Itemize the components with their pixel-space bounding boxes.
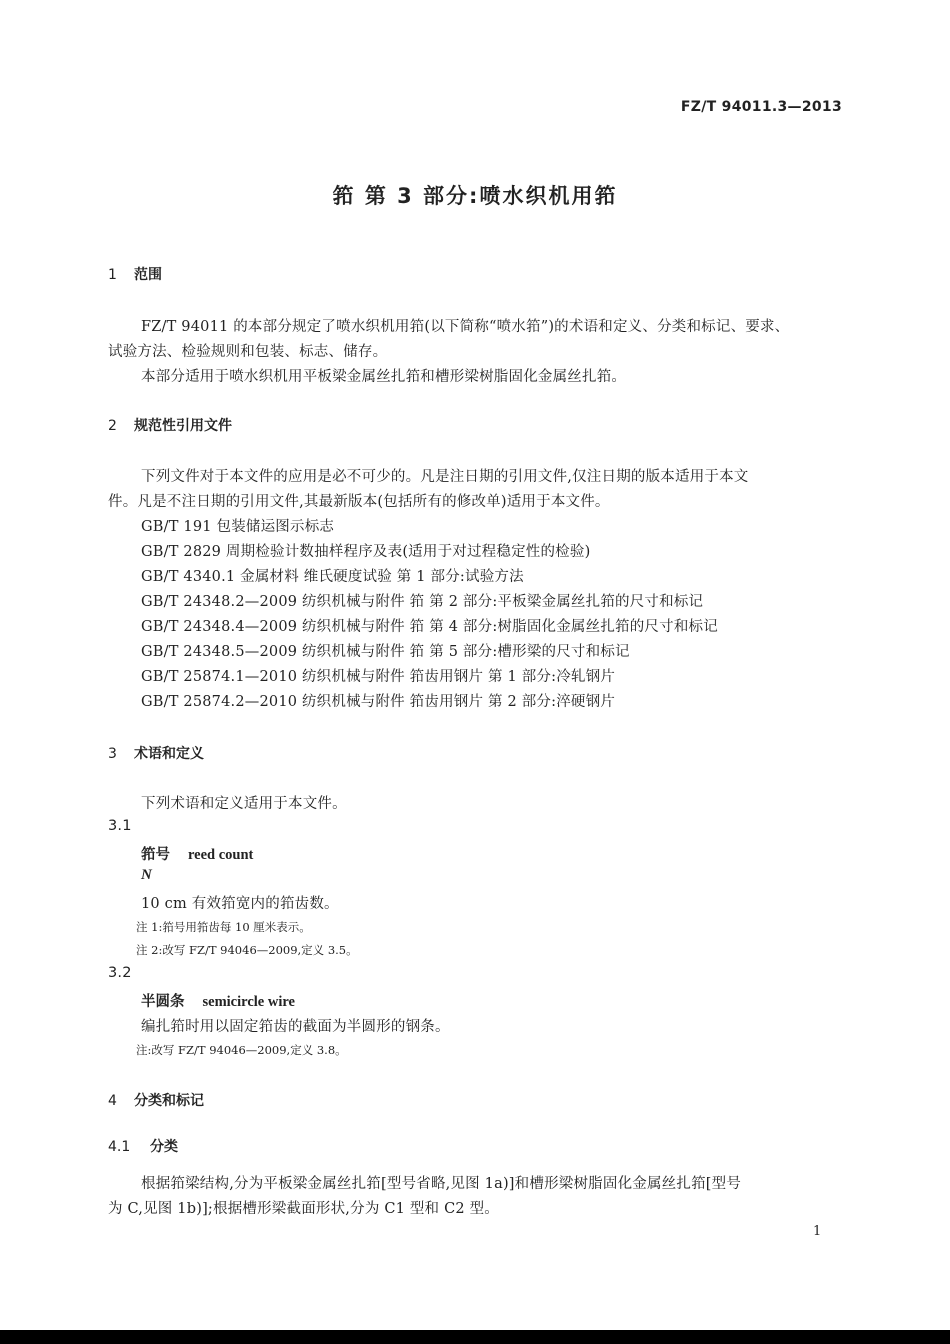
subsection-4-1-heading xyxy=(108,1136,178,1156)
sec2-paragraph-line-2: 件。凡是不注日期的引用文件,其最新版本(包括所有的修改单)适用于本文件。 xyxy=(108,494,610,510)
term-symbol: N xyxy=(141,867,152,883)
section-title: 范围 xyxy=(134,267,162,283)
reference-item: GB/T 2829 周期检验计数抽样程序及表(适用于对过程稳定性的检验) xyxy=(141,544,591,560)
reference-item: GB/T 25874.2—2010 纺织机械与附件 筘齿用钢片 第 2 部分:淬硬钢片 xyxy=(141,694,616,710)
section-1-heading xyxy=(108,264,162,284)
section-title: 术语和定义 xyxy=(134,746,204,762)
term-heading xyxy=(141,843,253,864)
standard-number: FZ/T 94011.3—2013 xyxy=(680,99,842,115)
term-english: reed count xyxy=(188,847,254,863)
document-title: 筘 第 3 部分:喷水织机用筘 xyxy=(332,184,618,208)
sec4-paragraph-line-1: 根据筘梁结构,分为平板梁金属丝扎筘[型号省略,见图 1a)]和槽形梁树脂固化金属丝扎筘[型号 xyxy=(141,1176,742,1192)
page-bottom-edge xyxy=(0,1330,950,1344)
section-2-heading xyxy=(108,415,232,435)
page-number: 1 xyxy=(813,1224,822,1239)
section-number: 4 xyxy=(108,1093,117,1109)
term-note: 注 1:筘号用筘齿每 10 厘米表示。 xyxy=(136,920,311,934)
subsection-title: 分类 xyxy=(150,1139,178,1155)
sec4-paragraph-line-2: 为 C,见图 1b)];根据槽形梁截面形状,分为 C1 型和 C2 型。 xyxy=(108,1201,499,1217)
reference-item: GB/T 191 包装储运图示标志 xyxy=(141,519,335,535)
section-number: 3 xyxy=(108,746,117,762)
sec1-paragraph-1-line-1: FZ/T 94011 的本部分规定了喷水织机用筘(以下简称“喷水筘”)的术语和定义、分类和标记、要求、 xyxy=(141,319,790,335)
sec2-paragraph-line-1: 下列文件对于本文件的应用是必不可少的。凡是注日期的引用文件,仅注日期的版本适用于本文 xyxy=(141,469,749,485)
sec3-intro: 下列术语和定义适用于本文件。 xyxy=(141,796,347,812)
term-number: 3.1 xyxy=(108,818,132,834)
term-heading xyxy=(141,990,295,1011)
term-number: 3.2 xyxy=(108,965,132,981)
term-note: 注 2:改写 FZ/T 94046—2009,定义 3.5。 xyxy=(136,943,358,957)
reference-item: GB/T 24348.5—2009 纺织机械与附件 筘 第 5 部分:槽形梁的尺寸和标记 xyxy=(141,644,630,660)
term-definition: 10 cm 有效筘宽内的筘齿数。 xyxy=(141,896,339,912)
sec1-paragraph-1-line-2: 试验方法、检验规则和包装、标志、储存。 xyxy=(108,344,388,360)
section-4-heading xyxy=(108,1090,204,1110)
reference-item: GB/T 4340.1 金属材料 维氏硬度试验 第 1 部分:试验方法 xyxy=(141,569,524,585)
section-number: 1 xyxy=(108,267,117,283)
reference-item: GB/T 24348.2—2009 纺织机械与附件 筘 第 2 部分:平板梁金属丝扎筘的尺寸和标记 xyxy=(141,594,704,610)
section-number: 2 xyxy=(108,418,117,434)
reference-item: GB/T 25874.1—2010 纺织机械与附件 筘齿用钢片 第 1 部分:冷轧钢片 xyxy=(141,669,616,685)
section-title: 规范性引用文件 xyxy=(134,418,232,434)
term-definition: 编扎筘时用以固定筘齿的截面为半圆形的钢条。 xyxy=(141,1019,450,1035)
sec1-paragraph-2: 本部分适用于喷水织机用平板梁金属丝扎筘和槽形梁树脂固化金属丝扎筘。 xyxy=(141,369,627,385)
term-english: semicircle wire xyxy=(202,994,295,1010)
section-3-heading xyxy=(108,743,204,763)
section-title: 分类和标记 xyxy=(134,1093,204,1109)
term-chinese: 筘号 xyxy=(141,847,170,863)
term-chinese: 半圆条 xyxy=(141,994,185,1010)
term-note: 注:改写 FZ/T 94046—2009,定义 3.8。 xyxy=(136,1043,347,1057)
reference-item: GB/T 24348.4—2009 纺织机械与附件 筘 第 4 部分:树脂固化金属丝扎筘的尺寸和标记 xyxy=(141,619,718,635)
subsection-number: 4.1 xyxy=(108,1139,131,1155)
